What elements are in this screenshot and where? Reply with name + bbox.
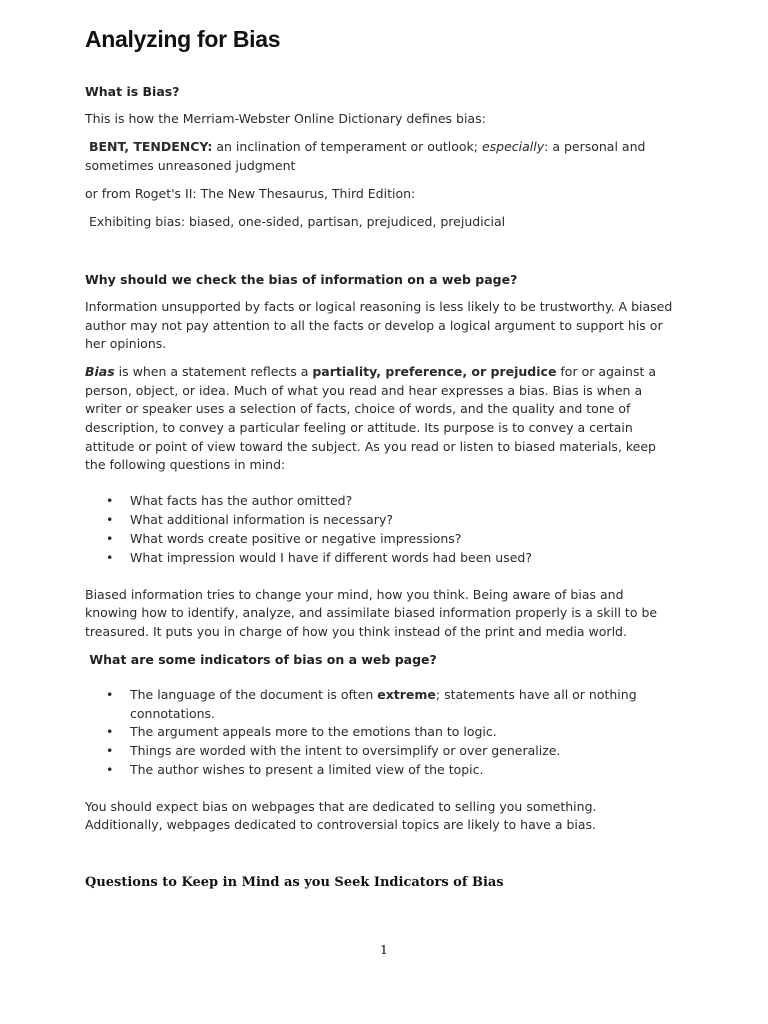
paragraph-biased-information: Biased information tries to change your mind, how you think. Being aware of bias and knowing how to identify, analyze, and assimilate biased information properly is a skill to be treasured. It puts you in charge of how you think instead of the print and media world. xyxy=(85,586,658,639)
indicator-bold: extreme xyxy=(377,686,436,702)
list-item xyxy=(106,549,678,568)
indicator-text-2: ; statements have all or nothing connotations. xyxy=(130,686,637,721)
dictionary-definition xyxy=(85,138,678,175)
definition-term: BENT, TENDENCY: xyxy=(88,139,213,155)
heading-indicators xyxy=(85,651,678,669)
document-title: Analyzing for Bias xyxy=(85,26,281,52)
list-item xyxy=(106,511,678,530)
page-number: 1 xyxy=(380,942,388,957)
list-item-text: What facts has the author omitted? xyxy=(130,493,353,509)
heading-questions-to-keep-in-mind: Questions to Keep in Mind as you Seek Indicators of Bias xyxy=(85,875,504,891)
list-item xyxy=(106,492,678,511)
bullet-icon: • xyxy=(106,493,114,509)
indicator-text-1: The language of the document is often xyxy=(130,686,378,702)
bias-term: Bias xyxy=(85,364,115,380)
indicators-list xyxy=(85,686,678,780)
definition-text-1: an inclination of temperament or outlook; xyxy=(212,139,482,155)
bullet-icon: • xyxy=(106,530,114,546)
thesaurus-definition-text: Exhibiting bias: biased, one-sided, partisan, prejudiced, prejudicial xyxy=(88,213,506,229)
heading-why-check-bias: Why should we check the bias of information on a web page? xyxy=(85,271,518,287)
bullet-icon: • xyxy=(106,549,114,565)
list-item xyxy=(106,530,678,549)
definition-emphasis: especially xyxy=(481,139,545,155)
list-item-text: What impression would I have if different words had been used? xyxy=(130,549,532,565)
definition-intro: This is how the Merriam-Webster Online Dictionary defines bias: xyxy=(85,111,486,126)
list-item xyxy=(106,742,678,761)
questions-list xyxy=(85,492,678,567)
list-item-text: What additional information is necessary? xyxy=(130,512,393,528)
list-item-text: The argument appeals more to the emotions than to logic. xyxy=(130,724,497,740)
definition-text-2: : a personal and sometimes unreasoned judgment xyxy=(85,139,646,173)
bullet-icon: • xyxy=(106,761,114,777)
list-item xyxy=(106,686,678,724)
heading-what-is-bias: What is Bias? xyxy=(85,84,180,99)
heading-indicators-text: What are some indicators of bias on a web page? xyxy=(89,651,437,667)
bias-text-1: is when a statement reflects a xyxy=(114,364,313,380)
list-item xyxy=(106,723,678,742)
bullet-icon: • xyxy=(106,512,114,528)
list-item-text: What words create positive or negative impressions? xyxy=(130,530,462,546)
list-item xyxy=(106,761,678,780)
thesaurus-definition xyxy=(85,213,678,232)
bullet-icon: • xyxy=(106,743,114,759)
bias-bold-phrase: partiality, preference, or prejudice xyxy=(312,364,557,380)
paragraph-unsupported-info: Information unsupported by facts or logical reasoning is less likely to be trustworthy. A biased author may not pay attention to all the facts or develop a logical argument to support his or her opinions. xyxy=(85,298,673,352)
paragraph-bias-definition xyxy=(85,363,678,475)
thesaurus-intro: or from Roget's II: The New Thesaurus, Third Edition: xyxy=(85,185,416,201)
bias-text-2: for or against a person, object, or idea. Much of what you read and hear expresses a bias. Bias is when a writer or speaker uses a selection of facts, choice of words, and the quality and tone of description, to convey a particular feeling or attitude. Its purpose is to convey a certain attitude or point of view toward the subject. As you read or listen to biased materials, keep the following questions in mind: xyxy=(85,364,657,473)
list-item-text: Things are worded with the intent to oversimplify or over generalize. xyxy=(130,743,561,759)
bullet-icon: • xyxy=(106,724,114,740)
list-item-text: The author wishes to present a limited view of the topic. xyxy=(130,761,484,777)
bullet-icon: • xyxy=(106,686,114,702)
paragraph-expect-bias: You should expect bias on webpages that are dedicated to selling you something. Additionally, webpages dedicated to controversial topics are likely to have a bias. xyxy=(85,798,597,833)
